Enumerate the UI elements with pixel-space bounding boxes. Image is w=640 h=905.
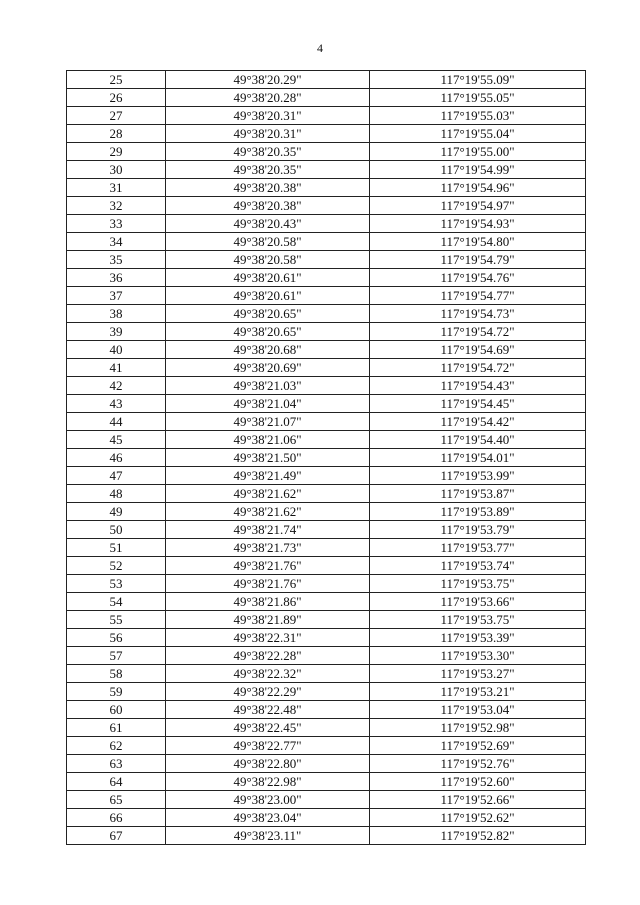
point-number-cell: 40 [67, 341, 166, 359]
table-row [67, 575, 586, 593]
table-row [67, 251, 586, 269]
point-number-cell: 49 [67, 503, 166, 521]
longitude-cell: 117°19'54.80" [370, 233, 586, 251]
table-row [67, 215, 586, 233]
longitude-cell: 117°19'54.45" [370, 395, 586, 413]
latitude-cell: 49°38'20.61" [166, 287, 370, 305]
table-row [67, 377, 586, 395]
longitude-cell: 117°19'54.69" [370, 341, 586, 359]
point-number-cell: 56 [67, 629, 166, 647]
point-number-cell: 27 [67, 107, 166, 125]
table-row [67, 521, 586, 539]
table-row [67, 161, 586, 179]
table-row [67, 593, 586, 611]
table-row [67, 269, 586, 287]
point-number-cell: 36 [67, 269, 166, 287]
latitude-cell: 49°38'22.77" [166, 737, 370, 755]
table-row [67, 233, 586, 251]
point-number-cell: 58 [67, 665, 166, 683]
point-number-cell: 32 [67, 197, 166, 215]
longitude-cell: 117°19'54.72" [370, 323, 586, 341]
latitude-cell: 49°38'21.74" [166, 521, 370, 539]
longitude-cell: 117°19'53.75" [370, 575, 586, 593]
point-number-cell: 63 [67, 755, 166, 773]
table-row [67, 647, 586, 665]
longitude-cell: 117°19'54.76" [370, 269, 586, 287]
latitude-cell: 49°38'22.45" [166, 719, 370, 737]
longitude-cell: 117°19'53.75" [370, 611, 586, 629]
point-number-cell: 45 [67, 431, 166, 449]
point-number-cell: 29 [67, 143, 166, 161]
point-number-cell: 38 [67, 305, 166, 323]
table-row [67, 683, 586, 701]
latitude-cell: 49°38'20.68" [166, 341, 370, 359]
latitude-cell: 49°38'22.48" [166, 701, 370, 719]
longitude-cell: 117°19'52.76" [370, 755, 586, 773]
latitude-cell: 49°38'21.50" [166, 449, 370, 467]
latitude-cell: 49°38'21.06" [166, 431, 370, 449]
table-row [67, 557, 586, 575]
point-number-cell: 54 [67, 593, 166, 611]
point-number-cell: 42 [67, 377, 166, 395]
longitude-cell: 117°19'53.27" [370, 665, 586, 683]
latitude-cell: 49°38'23.11" [166, 827, 370, 845]
page-number: 4 [317, 41, 323, 55]
latitude-cell: 49°38'20.69" [166, 359, 370, 377]
table-row [67, 791, 586, 809]
longitude-cell: 117°19'53.39" [370, 629, 586, 647]
latitude-cell: 49°38'22.29" [166, 683, 370, 701]
longitude-cell: 117°19'55.09" [370, 71, 586, 89]
table-row [67, 629, 586, 647]
longitude-cell: 117°19'52.62" [370, 809, 586, 827]
point-number-cell: 52 [67, 557, 166, 575]
longitude-cell: 117°19'53.21" [370, 683, 586, 701]
point-number-cell: 51 [67, 539, 166, 557]
longitude-cell: 117°19'54.72" [370, 359, 586, 377]
latitude-cell: 49°38'21.76" [166, 575, 370, 593]
latitude-cell: 49°38'20.58" [166, 251, 370, 269]
point-number-cell: 67 [67, 827, 166, 845]
latitude-cell: 49°38'20.38" [166, 179, 370, 197]
longitude-cell: 117°19'53.79" [370, 521, 586, 539]
point-number-cell: 43 [67, 395, 166, 413]
latitude-cell: 49°38'20.28" [166, 89, 370, 107]
point-number-cell: 53 [67, 575, 166, 593]
point-number-cell: 30 [67, 161, 166, 179]
point-number-cell: 37 [67, 287, 166, 305]
longitude-cell: 117°19'54.77" [370, 287, 586, 305]
latitude-cell: 49°38'23.00" [166, 791, 370, 809]
table-row [67, 323, 586, 341]
latitude-cell: 49°38'21.07" [166, 413, 370, 431]
table-row [67, 449, 586, 467]
latitude-cell: 49°38'21.04" [166, 395, 370, 413]
point-number-cell: 26 [67, 89, 166, 107]
longitude-cell: 117°19'53.30" [370, 647, 586, 665]
table-row [67, 107, 586, 125]
table-row [67, 809, 586, 827]
table-row [67, 143, 586, 161]
latitude-cell: 49°38'21.62" [166, 503, 370, 521]
latitude-cell: 49°38'20.35" [166, 143, 370, 161]
point-number-cell: 31 [67, 179, 166, 197]
table-row [67, 539, 586, 557]
latitude-cell: 49°38'20.31" [166, 107, 370, 125]
latitude-cell: 49°38'20.58" [166, 233, 370, 251]
coordinates-table-body [67, 71, 586, 845]
table-row [67, 773, 586, 791]
table-row [67, 179, 586, 197]
longitude-cell: 117°19'53.87" [370, 485, 586, 503]
latitude-cell: 49°38'20.38" [166, 197, 370, 215]
longitude-cell: 117°19'54.99" [370, 161, 586, 179]
latitude-cell: 49°38'20.65" [166, 323, 370, 341]
table-row [67, 125, 586, 143]
latitude-cell: 49°38'21.86" [166, 593, 370, 611]
table-row [67, 431, 586, 449]
table-row [67, 719, 586, 737]
longitude-cell: 117°19'54.73" [370, 305, 586, 323]
point-number-cell: 47 [67, 467, 166, 485]
latitude-cell: 49°38'20.65" [166, 305, 370, 323]
table-row [67, 701, 586, 719]
longitude-cell: 117°19'55.00" [370, 143, 586, 161]
latitude-cell: 49°38'22.80" [166, 755, 370, 773]
point-number-cell: 41 [67, 359, 166, 377]
latitude-cell: 49°38'20.43" [166, 215, 370, 233]
longitude-cell: 117°19'54.42" [370, 413, 586, 431]
table-row [67, 467, 586, 485]
point-number-cell: 66 [67, 809, 166, 827]
point-number-cell: 34 [67, 233, 166, 251]
point-number-cell: 33 [67, 215, 166, 233]
longitude-cell: 117°19'53.74" [370, 557, 586, 575]
latitude-cell: 49°38'22.32" [166, 665, 370, 683]
latitude-cell: 49°38'20.31" [166, 125, 370, 143]
longitude-cell: 117°19'52.60" [370, 773, 586, 791]
point-number-cell: 61 [67, 719, 166, 737]
table-row [67, 755, 586, 773]
table-row [67, 665, 586, 683]
latitude-cell: 49°38'20.61" [166, 269, 370, 287]
point-number-cell: 57 [67, 647, 166, 665]
longitude-cell: 117°19'55.03" [370, 107, 586, 125]
table-row [67, 359, 586, 377]
longitude-cell: 117°19'52.82" [370, 827, 586, 845]
longitude-cell: 117°19'53.66" [370, 593, 586, 611]
longitude-cell: 117°19'53.77" [370, 539, 586, 557]
point-number-cell: 62 [67, 737, 166, 755]
table-row [67, 737, 586, 755]
table-row [67, 305, 586, 323]
table-row [67, 197, 586, 215]
latitude-cell: 49°38'22.31" [166, 629, 370, 647]
longitude-cell: 117°19'53.99" [370, 467, 586, 485]
latitude-cell: 49°38'21.03" [166, 377, 370, 395]
latitude-cell: 49°38'22.98" [166, 773, 370, 791]
longitude-cell: 117°19'54.01" [370, 449, 586, 467]
point-number-cell: 50 [67, 521, 166, 539]
latitude-cell: 49°38'21.49" [166, 467, 370, 485]
table-row [67, 413, 586, 431]
longitude-cell: 117°19'54.43" [370, 377, 586, 395]
latitude-cell: 49°38'21.89" [166, 611, 370, 629]
coordinates-table [66, 70, 586, 845]
table-row [67, 503, 586, 521]
table-row [67, 395, 586, 413]
longitude-cell: 117°19'53.04" [370, 701, 586, 719]
latitude-cell: 49°38'20.35" [166, 161, 370, 179]
longitude-cell: 117°19'53.89" [370, 503, 586, 521]
longitude-cell: 117°19'54.93" [370, 215, 586, 233]
point-number-cell: 46 [67, 449, 166, 467]
longitude-cell: 117°19'54.79" [370, 251, 586, 269]
point-number-cell: 44 [67, 413, 166, 431]
point-number-cell: 39 [67, 323, 166, 341]
table-row [67, 71, 586, 89]
table-row [67, 341, 586, 359]
longitude-cell: 117°19'52.98" [370, 719, 586, 737]
longitude-cell: 117°19'52.66" [370, 791, 586, 809]
longitude-cell: 117°19'52.69" [370, 737, 586, 755]
point-number-cell: 28 [67, 125, 166, 143]
latitude-cell: 49°38'21.73" [166, 539, 370, 557]
longitude-cell: 117°19'54.96" [370, 179, 586, 197]
latitude-cell: 49°38'22.28" [166, 647, 370, 665]
point-number-cell: 65 [67, 791, 166, 809]
latitude-cell: 49°38'21.76" [166, 557, 370, 575]
latitude-cell: 49°38'23.04" [166, 809, 370, 827]
point-number-cell: 64 [67, 773, 166, 791]
longitude-cell: 117°19'54.40" [370, 431, 586, 449]
point-number-cell: 60 [67, 701, 166, 719]
longitude-cell: 117°19'55.04" [370, 125, 586, 143]
table-row [67, 827, 586, 845]
table-row [67, 611, 586, 629]
point-number-cell: 48 [67, 485, 166, 503]
table-row [67, 287, 586, 305]
point-number-cell: 35 [67, 251, 166, 269]
table-row [67, 89, 586, 107]
point-number-cell: 25 [67, 71, 166, 89]
latitude-cell: 49°38'21.62" [166, 485, 370, 503]
longitude-cell: 117°19'54.97" [370, 197, 586, 215]
latitude-cell: 49°38'20.29" [166, 71, 370, 89]
longitude-cell: 117°19'55.05" [370, 89, 586, 107]
point-number-cell: 59 [67, 683, 166, 701]
point-number-cell: 55 [67, 611, 166, 629]
table-row [67, 485, 586, 503]
